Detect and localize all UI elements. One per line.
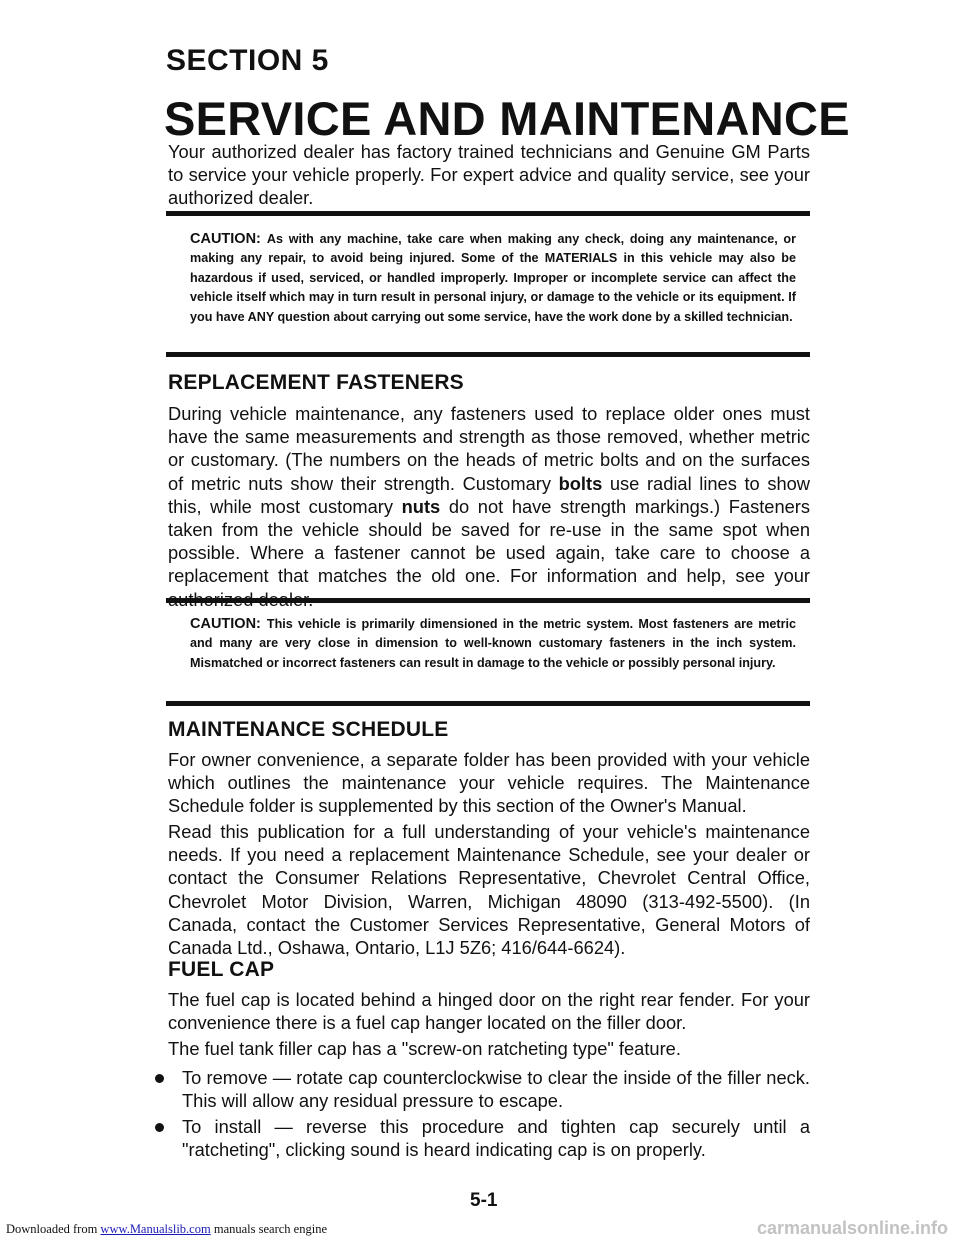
page-number: 5-1: [470, 1190, 498, 1211]
list-item-text: To install — reverse this procedure and tighten cap securely until a "ratcheting", clicking sound is heard indicating cap is on properly.: [182, 1116, 810, 1161]
caution-label: CAUTION:: [190, 231, 261, 247]
page-title: SERVICE AND MAINTENANCE: [164, 92, 850, 145]
maintenance-paragraph-1: For owner convenience, a separate folder has been provided with your vehicle which outlines the maintenance your vehicle requires. The Maintenance Schedule folder is supplemented by this section of the Owner's Manual.: [168, 749, 810, 817]
caution-box-general: [190, 230, 796, 327]
watermark: carmanualsonline.info: [756, 1218, 948, 1238]
manualslib-link[interactable]: www.Manualslib.com: [100, 1222, 211, 1236]
heading-fuel-cap: FUEL CAP: [168, 958, 275, 981]
bullet-icon: [155, 1074, 164, 1083]
caution-text: As with any machine, take care when making any check, doing any maintenance, or making any repair, to avoid being injured. Some of the MATERIALS in this vehicle may also be hazardous if used, serviced, or handled improperly. Improper or incomplete service can affect the vehicle itself which may in turn result in personal injury, or damage to the vehicle or its equipment. If you have ANY question about carrying out some service, have the work done by a skilled technician.: [190, 232, 796, 324]
caution-text: This vehicle is primarily dimensioned in the metric system. Most fasteners are metric and many are very close in dimension to well-known customary fasteners in the inch system. Mismatched or incorrect fasteners can result in damage to the vehicle or possibly personal injury.: [190, 617, 796, 670]
fasteners-text: During vehicle maintenance, any fasteners used to replace older ones must have the same measurements and strength as those removed, whether metric or customary. (The numbers on the heads of metric bolts and on the surfaces of metric nuts show their strength. Customary: [168, 403, 810, 494]
footer-prefix: Downloaded from: [6, 1222, 101, 1236]
list-item-text: To remove — rotate cap counterclockwise to clear the inside of the filler neck. This will allow any residual pressure to escape.: [182, 1067, 810, 1112]
section-label: SECTION 5: [166, 44, 329, 77]
intro-paragraph: Your authorized dealer has factory trained technicians and Genuine GM Parts to service your vehicle properly. For expert advice and quality service, see your authorized dealer.: [168, 141, 810, 209]
fasteners-paragraph: [168, 402, 810, 611]
download-footer: [6, 1222, 327, 1237]
fasteners-text: do not have strength markings.) Fasteners taken from the vehicle should be saved for re-use in the same spot when possible. Where a fastener cannot be used again, take care to choose a replacement that matches the old one. For information and help, see your: [168, 495, 811, 587]
maintenance-paragraph-2: Read this publication for a full understanding of your vehicle's maintenance needs. If you need a replacement Maintenance Schedule, see your dealer or contact the Consumer Relations Representative, Chevrolet Central Office, Chevrolet Motor Division, Warren, Michigan 48090 (313-492-5500). (In Canada, contact the Customer Services Representative, General Motors of Canada Ltd., Oshawa, Ontario, L1J 5Z6; 416/644-6624).: [168, 821, 810, 959]
divider-rule: [166, 211, 810, 216]
bullet-icon: [155, 1123, 164, 1132]
caution-label: CAUTION:: [190, 616, 261, 632]
fasteners-text: use radial lines to show this, while most customary: [168, 472, 810, 517]
heading-maintenance-schedule: MAINTENANCE SCHEDULE: [168, 718, 449, 741]
caution-box-fasteners: [190, 615, 796, 673]
divider-rule: [166, 352, 810, 357]
emphasis-bolts: bolts: [558, 472, 603, 494]
emphasis-nuts: nuts: [401, 495, 441, 517]
divider-rule: [166, 598, 810, 603]
footer-suffix: manuals search engine: [210, 1222, 327, 1236]
divider-rule: [166, 701, 810, 706]
fuel-cap-paragraph-1: The fuel cap is located behind a hinged door on the right rear fender. For your convenience there is a fuel cap hanger located on the filler door.: [168, 989, 810, 1034]
fuel-cap-paragraph-2: The fuel tank filler cap has a "screw-on ratcheting type" feature.: [168, 1038, 681, 1059]
heading-replacement-fasteners: REPLACEMENT FASTENERS: [168, 371, 464, 394]
